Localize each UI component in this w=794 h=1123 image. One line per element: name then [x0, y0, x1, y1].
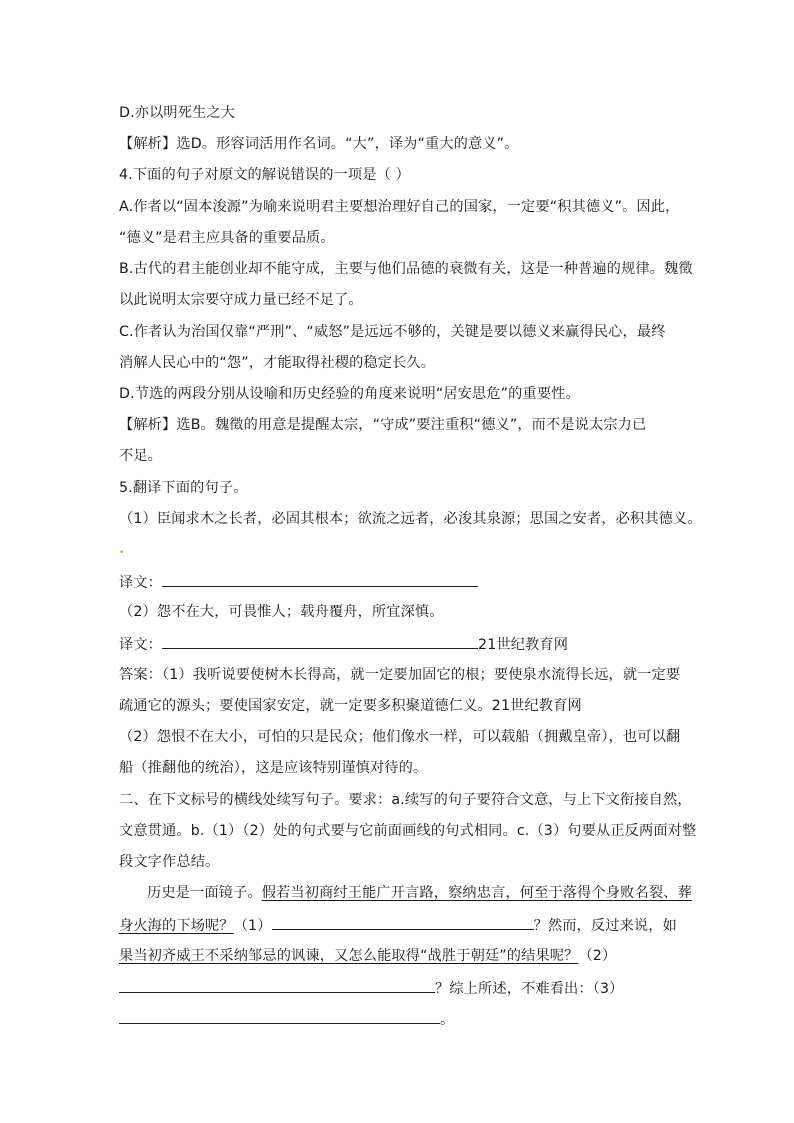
passage-line3 — [119, 946, 616, 966]
q5-answer-line2: 疏通它的源头；要使国家安定，就一定要多积聚道德仁义。21世纪教育网 — [119, 698, 582, 714]
q4-stem: 4.下面的句子对原文的解说错误的一项是（ ） — [119, 167, 410, 183]
passage-text: 。 — [440, 1012, 455, 1028]
q5-answer-line1: 答案：（1）我听说要使树木长得高，就一定要加固它的根；要使泉水流得长远，就一定要 — [119, 667, 681, 683]
part2-requirement-line2: 文意贯通。b.（1）（2）处的句式要与它前面画线的句式相同。c.（3）句要从正反两面对整 — [119, 823, 697, 839]
source-watermark: 21世纪教育网 — [478, 637, 569, 653]
passage-line5 — [119, 1008, 454, 1030]
blank-marker: （2） — [578, 948, 617, 964]
passage-text: 历史是一面镜子。 — [147, 885, 262, 901]
answer-blank[interactable] — [119, 1008, 440, 1024]
q4-option-b-line1: B.古代的君主能创业却不能守成，主要与他们品德的衰微有关，这是一种普遍的规律。魏徵 — [119, 261, 693, 277]
blank-marker: （1） — [233, 918, 272, 934]
q3-option-d: D.亦以明死生之大 — [119, 105, 236, 121]
q4-option-a-line2: “德义”是君主应具备的重要品质。 — [119, 230, 335, 246]
q4-option-b-line2: 以此说明太宗要守成力量已经不足了。 — [119, 292, 363, 308]
q5-answer-line4: 船（推翻他的统治），这是应该特别谨慎对待的。 — [119, 760, 428, 776]
q4-option-c-line2: 消解人民心中的“怨”，才能取得社稷的稳定长久。 — [119, 355, 436, 371]
passage-text: ？然而，反过来说，如 — [533, 918, 677, 934]
passage-line2 — [119, 914, 677, 936]
q4-option-d: D.节选的两段分别从设喻和历史经验的角度来说明“居安思危”的重要性。 — [119, 386, 580, 402]
answer-blank[interactable] — [162, 571, 478, 587]
underlined-sentence: 身火海的下场呢？ — [119, 918, 234, 934]
q4-analysis-line2: 不足。 — [119, 448, 163, 464]
q5-stem: 5.翻译下面的句子。 — [119, 480, 248, 496]
q3-analysis: 【解析】选D。形容词活用作名词。“大”，译为“重大的意义”。 — [119, 136, 519, 152]
q5-sentence-1: （1）臣闻求木之长者，必固其根本；欲流之远者，必浚其泉源；思国之安者，必积其德义。 — [119, 511, 702, 527]
q5-translation-1 — [119, 571, 478, 593]
part2-requirement-line1: 二、在下文标号的横线处续写句子。要求：a.续写的句子要符合文意，与上下文衔接自然， — [119, 792, 692, 808]
answer-blank[interactable] — [162, 633, 478, 649]
passage-line4 — [119, 977, 623, 999]
answer-blank[interactable] — [272, 914, 534, 930]
q5-sentence-2: （2）怨不在大，可畏惟人；载舟覆舟，所宜深慎。 — [119, 604, 444, 620]
part2-requirement-line3: 段文字作总结。 — [119, 854, 220, 870]
q4-option-a-line1: A.作者以“固本浚源”为喻来说明君主要想治理好自己的国家，一定要“积其德义”。因此， — [119, 199, 680, 215]
translation-label: 译文： — [119, 637, 163, 653]
stray-mark: • — [119, 548, 125, 558]
passage-text: ？综上所述，不难看出：（3） — [435, 981, 624, 997]
passage-line1 — [147, 883, 692, 903]
q5-translation-2 — [119, 633, 568, 655]
q4-option-c-line1: C.作者认为治国仅靠“严刑”、“威怒”是远远不够的，关键是要以德义来赢得民心，最终 — [119, 324, 666, 340]
q5-answer-line3: （2）怨恨不在大小，可怕的只是民众；他们像水一样，可以载船（拥戴皇帝），也可以翻 — [119, 729, 681, 745]
translation-label: 译文： — [119, 575, 163, 591]
underlined-sentence: 果当初齐威王不采纳邹忌的讽谏，又怎么能取得“战胜于朝廷”的结果呢？ — [119, 948, 579, 964]
underlined-sentence: 假若当初商纣王能广开言路，察纳忠言，何至于落得个身败名裂、葬 — [261, 885, 692, 901]
q4-analysis-line1: 【解析】选B。魏徵的用意是提醒太宗，“守成”要注重积“德义”，而不是说太宗力已 — [119, 417, 647, 433]
answer-blank[interactable] — [119, 977, 435, 993]
